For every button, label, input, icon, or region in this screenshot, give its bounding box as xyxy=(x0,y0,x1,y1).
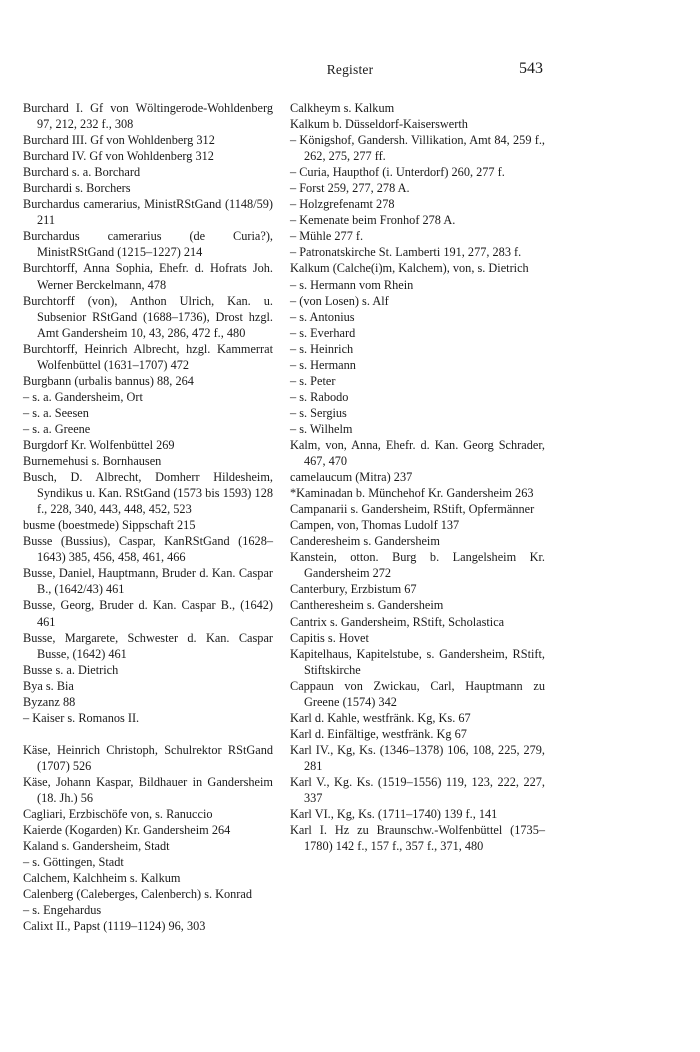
index-entry: Campen, von, Thomas Ludolf 137 xyxy=(290,518,460,533)
index-entry: Bya s. Bia xyxy=(23,678,74,693)
index-entry: – Kaiser s. Romanos II. xyxy=(23,710,140,725)
page-number: 543 xyxy=(519,60,543,77)
index-entry: Canderesheim s. Gandersheim xyxy=(290,534,440,549)
index-entry: Burgdorf Kr. Wolfenbüttel 269 xyxy=(23,437,175,452)
index-entry: Busch, D. Albrecht, Domherr Hildesheim, Syndikus u. Kan. RStGand (1573 bis 1593) 128 f., 228, 340, 443, 448, 452, 523 xyxy=(23,470,273,517)
index-entry: Kalkum b. Düsseldorf-Kaiserswerth xyxy=(290,117,468,132)
index-entry: Cantrix s. Gandersheim, RStift, Scholastica xyxy=(290,614,505,629)
index-entry: Burgbann (urbalis bannus) 88, 264 xyxy=(23,373,194,388)
index-entry: Kalkum (Calche(i)m, Kalchem), von, s. Dietrich xyxy=(290,261,529,276)
index-entry: – Patronatskirche St. Lamberti 191, 277, 283 f. xyxy=(290,245,522,260)
index-entry: – Kemenate beim Fronhof 278 A. xyxy=(290,213,456,228)
index-entry: Campanarii s. Gandersheim, RStift, Opfermänner xyxy=(290,502,535,517)
index-entry: Busse, Margarete, Schwester d. Kan. Caspar Busse, (1642) 461 xyxy=(23,630,273,661)
index-entry: – s. Everhard xyxy=(290,325,356,340)
index-entry: Burchard s. a. Borchard xyxy=(23,165,141,180)
index-entry: Calixt II., Papst (1119–1124) 96, 303 xyxy=(23,919,206,934)
index-entry: – s. a. Gandersheim, Ort xyxy=(23,389,143,404)
index-entry: – s. Engehardus xyxy=(23,903,102,918)
index-entry: – s. Wilhelm xyxy=(290,421,353,436)
index-entry: Busse, Georg, Bruder d. Kan. Caspar B., (1642) 461 xyxy=(23,598,273,629)
index-entry: Canterbury, Erzbistum 67 xyxy=(290,582,417,597)
index-entry: – s. Hermann xyxy=(290,357,356,372)
index-entry: – s. Göttingen, Stadt xyxy=(23,855,124,870)
index-entry: Karl V., Kg. Ks. (1519–1556) 119, 123, 222, 227, 337 xyxy=(290,774,545,806)
index-entry: Capitis s. Hovet xyxy=(290,630,369,645)
index-entry: Calenberg (Caleberges, Calenberch) s. Konrad xyxy=(23,887,253,902)
index-entry: Cagliari, Erzbischöfe von, s. Ranuccio xyxy=(23,807,213,822)
index-entry: Karl d. Einfältige, westfränk. Kg 67 xyxy=(290,726,467,741)
index-entry: *Kaminadan b. Münchehof Kr. Gandersheim 263 xyxy=(290,486,534,501)
index-entry: Calchem, Kalchheim s. Kalkum xyxy=(23,871,181,886)
index-entry: Kaierde (Kogarden) Kr. Gandersheim 264 xyxy=(23,823,231,838)
index-entry: – s. a. Greene xyxy=(23,421,91,436)
entry-gap xyxy=(23,726,273,742)
index-entry: – s. Heinrich xyxy=(290,341,354,356)
index-entry: camelaucum (Mitra) 237 xyxy=(290,470,413,485)
index-entry: Burchtorff, Heinrich Albrecht, hzgl. Kammerrat Wolfenbüttel (1631–1707) 472 xyxy=(23,341,273,372)
index-entry: – s. a. Seesen xyxy=(23,405,89,420)
index-entry: Burchard I. Gf von Wöltingerode-Wohldenberg 97, 212, 232 f., 308 xyxy=(23,101,273,132)
index-entry: Burchard III. Gf von Wohldenberg 312 xyxy=(23,133,215,148)
page-header xyxy=(0,62,700,82)
index-entry: Kanstein, otton. Burg b. Langelsheim Kr. Gandersheim 272 xyxy=(290,550,545,581)
index-entry: – (von Losen) s. Alf xyxy=(290,293,389,308)
index-column-left xyxy=(23,100,273,934)
index-entry: Burchtorff, Anna Sophia, Ehefr. d. Hofrats Joh. Werner Berckelmann, 478 xyxy=(23,261,273,292)
index-entry: Kapitelhaus, Kapitelstube, s. Gandersheim, RStift, Stiftskirche xyxy=(290,646,545,677)
index-entry: – Forst 259, 277, 278 A. xyxy=(290,181,410,196)
index-entry: – s. Hermann vom Rhein xyxy=(290,277,414,292)
running-title: Register xyxy=(326,62,374,77)
index-entry: Kaland s. Gandersheim, Stadt xyxy=(23,839,170,854)
index-entry: Burchardi s. Borchers xyxy=(23,181,131,196)
index-entry: Käse, Johann Kaspar, Bildhauer in Gandersheim (18. Jh.) 56 xyxy=(23,774,273,805)
index-entry: Cappaun von Zwickau, Carl, Hauptmann zu Greene (1574) 342 xyxy=(290,678,545,709)
index-entry: – Königshof, Gandersh. Villikation, Amt 84, 259 f., 262, 275, 277 ff. xyxy=(290,133,545,164)
index-entry: Käse, Heinrich Christoph, Schulrektor RStGand (1707) 526 xyxy=(23,742,273,773)
index-entry: Burchard IV. Gf von Wohldenberg 312 xyxy=(23,149,214,164)
index-entry: Byzanz 88 xyxy=(23,694,76,709)
index-entry: Calkheym s. Kalkum xyxy=(290,101,395,115)
index-entry: Karl VI., Kg, Ks. (1711–1740) 139 f., 141 xyxy=(290,807,498,822)
index-entry: Burchardus camerarius (de Curia?), MinistRStGand (1215–1227) 214 xyxy=(23,229,273,260)
index-entry: Karl d. Kahle, westfränk. Kg, Ks. 67 xyxy=(290,710,471,725)
index-entry: Busse, Daniel, Hauptmann, Bruder d. Kan. Caspar B., (1642/43) 461 xyxy=(23,566,273,597)
index-entry: Burchardus camerarius, MinistRStGand (1148/59) 211 xyxy=(23,197,273,228)
index-entry: Busse (Bussius), Caspar, KanRStGand (1628–1643) 385, 456, 458, 461, 466 xyxy=(23,534,273,565)
index-entry: Kalm, von, Anna, Ehefr. d. Kan. Georg Schrader, 467, 470 xyxy=(290,437,545,469)
index-entry: – Holzgrefenamt 278 xyxy=(290,197,395,212)
index-entry: – s. Sergius xyxy=(290,405,347,420)
index-entry: – Mühle 277 f. xyxy=(290,229,364,244)
index-entry: Burnemehusi s. Bornhausen xyxy=(23,454,162,469)
index-entry: busme (boestmede) Sippschaft 215 xyxy=(23,518,196,533)
index-entry: – s. Peter xyxy=(290,373,336,388)
index-entry: Busse s. a. Dietrich xyxy=(23,662,119,677)
index-entry: – s. Rabodo xyxy=(290,389,349,404)
index-entry: – s. Antonius xyxy=(290,309,355,324)
index-entry: – Curia, Haupthof (i. Unterdorf) 260, 277 f. xyxy=(290,165,505,180)
index-entry: Karl IV., Kg, Ks. (1346–1378) 106, 108, 225, 279, 281 xyxy=(290,742,545,773)
index-entry: Cantheresheim s. Gandersheim xyxy=(290,598,444,613)
index-entry: Karl I. Hz zu Braunschw.-Wolfenbüttel (1735–1780) 142 f., 157 f., 357 f., 371, 480 xyxy=(290,823,545,854)
index-column-right xyxy=(290,100,545,854)
index-entry: Burchtorff (von), Anthon Ulrich, Kan. u. Subsenior RStGand (1688–1736), Drost hzgl. Amt Gandersheim 10, 43, 286, 472 f., 480 xyxy=(23,293,273,340)
